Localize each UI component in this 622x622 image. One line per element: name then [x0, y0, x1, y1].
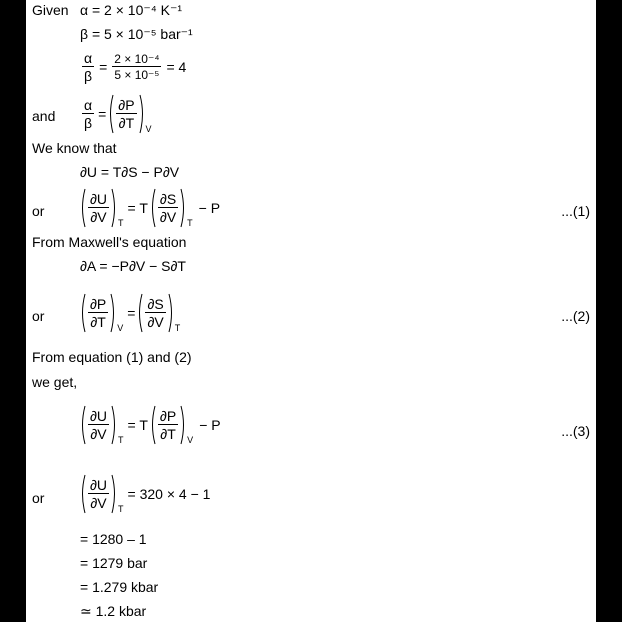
- equation-3: $\frac{\partial U}{\partial V}$ T = T $\frac{\partial P}{\partial T}$ V − P: [80, 405, 221, 445]
- alpha-definition: α = 2 × 10⁻⁴ K⁻¹: [80, 2, 183, 18]
- or-label: or: [32, 203, 45, 219]
- left-paren: [108, 94, 114, 134]
- equation-4: $\frac{\partial U}{\partial V}$ T = 320 × 4 − 1: [80, 474, 210, 514]
- numeric-ratio: $\frac{\text{2 × 10⁻⁴}}{\text{5 × 10⁻⁵}}$: [114, 52, 160, 82]
- ratio-equation: $\frac{\alpha}{\beta}$ = $\frac{\text{2 × 10⁻⁴}}{\text{5 × 10⁻⁵}}$ = 4: [84, 50, 187, 84]
- solution-page: [26, 0, 596, 622]
- equation-1-tag: ...(1): [561, 203, 590, 219]
- alpha-over-beta: $\frac{\alpha}{\beta}$: [84, 50, 93, 84]
- result-line-3: = 1.279 kbar: [80, 579, 159, 595]
- result-line-4: ≃ 1.2 kbar: [80, 603, 147, 619]
- beta-definition: β = 5 × 10⁻⁵ bar⁻¹: [80, 26, 193, 42]
- or-label: or: [32, 308, 45, 324]
- equation-2-tag: ...(2): [561, 308, 590, 324]
- or-label: or: [32, 490, 45, 506]
- maxwell-line: From Maxwell's equation: [32, 234, 187, 250]
- equation-3-tag: ...(3): [561, 423, 590, 439]
- result-line-2: = 1279 bar: [80, 555, 148, 571]
- ratio-pressure-derivative: $\frac{\alpha}{\beta}$ = $\frac{\partial P}{\partial T}$ V: [80, 94, 152, 134]
- dA-equation: ∂A = −P∂V − S∂T: [80, 258, 186, 274]
- from-equation-line: From equation (1) and (2): [32, 349, 192, 365]
- dU-equation: ∂U = T∂S − P∂V: [80, 164, 180, 180]
- and-label: and: [32, 108, 56, 124]
- equation-2: $\frac{\partial P}{\partial T}$ V = $\frac{\partial S}{\partial V}$ T: [80, 293, 180, 333]
- ratio-result: = 4: [166, 59, 187, 75]
- we-know-that: We know that: [32, 140, 117, 156]
- we-get-line: we get,: [32, 374, 78, 390]
- equation-1: $\frac{\partial U}{\partial V}$ T = T $\frac{\partial S}{\partial V}$ T − P: [80, 188, 220, 228]
- right-paren: [139, 94, 145, 134]
- result-line-1: = 1280 – 1: [80, 531, 147, 547]
- given-label: Given: [32, 2, 69, 18]
